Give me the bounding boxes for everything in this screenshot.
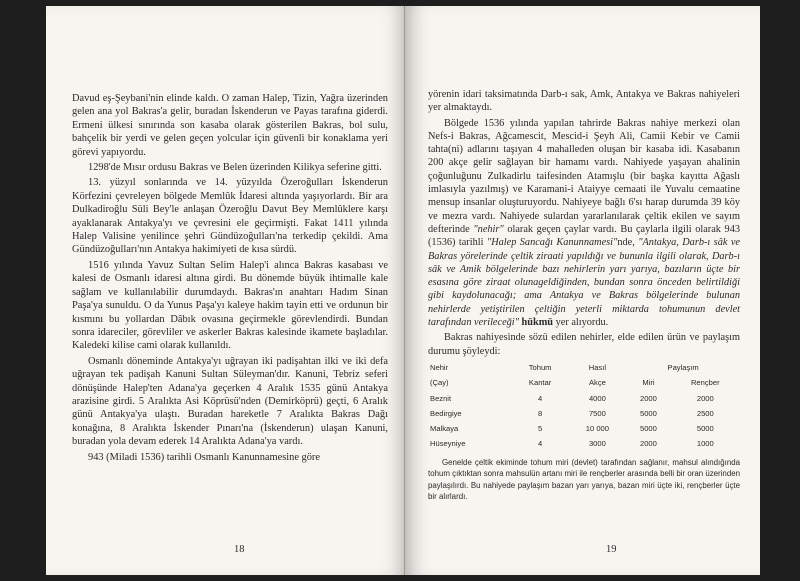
table-cell: 5000 (639, 423, 657, 433)
right-p2-mid2: nde, (617, 237, 639, 249)
right-p2-end: yer alıyordu. (553, 317, 609, 329)
right-page (406, 6, 760, 575)
table-subheader-kantar: Kantar (528, 377, 552, 387)
right-p2-quote-nehir: "nehir" (473, 223, 504, 235)
table-row (428, 406, 740, 421)
table-subheader-rencber: Rençber (690, 377, 720, 387)
table-cell: 5000 (696, 423, 714, 433)
left-paragraph-6: 943 (Miladi 1536) tarihli Osmanlı Kanunnamesine göre (88, 451, 321, 463)
right-p2-quote-kanunname: "Halep Sancağı Kanunnamesi" (486, 237, 618, 249)
table-row (428, 421, 740, 436)
right-p2-mid: olarak geçen çaylar vardı. Bu çaylarla ilgili olarak 943 (1536) tarihli (428, 223, 740, 249)
right-paragraph-1: yörenin idari taksimatında Darb-ı sak, Amk, Antakya ve Bakras nahiyeleri yer almaktaydı. (428, 89, 740, 114)
left-paragraph-2: 1298'de Mısır ordusu Bakras ve Belen üzerinden Kilikya seferine gitti. (88, 162, 382, 174)
right-paragraph-3: Bakras nahiyesinde sözü edilen nehirler, elde edilen ürün ve paylaşım durumu şöyleydi: (428, 332, 740, 357)
footnote-text: Genelde çeltik ekiminde tohum miri (devlet) tarafından sağlanır, mahsul alındığında tohum çıktıktan sonra mahsulün artanı miri ile rençberler arasında belli bir oran üzerinden paylaşılırdı. Bu nahiyede paylaşım bazan yarı yarıya, bazan miri üçte iki, rençberler üçte bir alırlardı. (428, 457, 740, 502)
table-cell: 3000 (588, 438, 606, 448)
table-cell: 4 (538, 438, 543, 448)
table-cell: 10 000 (585, 423, 610, 433)
left-paragraph-3: 13. yüzyıl sonlarında ve 14. yüzyılda Özeroğulları İskenderun Körfezini çevreleyen bölgede Memlûk İdaresi altında yaşıyorlardı. Bir ara Dulkadiroğlu Süli Bey'le anlaşan Özeroğlu Davut Bey Memlûklere karşı ayaklanarak Antakya'yı ve çevresini ele geçirmişti. Fakat 1411 yılında Halep Valisine yenilince şehri Gündüzoğulları'na terkedip çekildi. Ama Gündüzoğulları'nın Antakya hakimiyeti de kısa sürdü. (72, 177, 388, 256)
table-cell: 5 (538, 423, 543, 433)
table-cell: Malkaya (430, 423, 459, 433)
left-paragraph-1: Davud eş-Şeybani'nin elinde kaldı. O zaman Halep, Tizin, Yağra üzerinden gelen ana yol Bakras'a gelir, buradan İskenderun ve Payas tarafına giderdi. Ermeni ülkesi sınırında son kasaba olarak gösterilen Bakras, bol sulu, bahçelik bir yerdi ve gelen geçen yolcular için güvenli bir konaklama yeri görevi yapıyordu. (72, 93, 388, 158)
table-cell: Bedirgiye (430, 408, 462, 418)
table-subheader-akce: Akçe (588, 377, 606, 387)
left-paragraph-5: Osmanlı döneminde Antakya'yı uğrayan iki padişahtan ilki ve iki defa uğrayan tek padişah Kanuni Sultan Süleyman'dır. Kanuni, Tebriz seferi dönüşünde Halep'ten Adana'ya geçerken 4 Aralık 1535 günü Antakya arazisine girdi. 5 Aralıkta Asi Köprüsü'nden (Demirköprü) geçti, 6 Aralık günü Antakya'ya ulaştı. Buradan hareketle 7 Aralıkta Bakras Dağı konağına, 8 Aralıkta İskender Pınarı'na (İskenderun) ulaşan Kanuni, buradan yola devam ederek 14 Aralıkta Adana'ya vardı. (72, 355, 388, 448)
table-cell: Hüseyniye (430, 438, 466, 448)
table-header-tohum: Tohum (528, 363, 552, 373)
table-header-hasil: Hasıl (588, 363, 607, 373)
right-p2-text: Bölgede 1536 yılında yapılan tahrirde Bakras nahiye merkezi olan Nefs-i Bakras, Ağcamescit, Mescid-i Şeyh Ali, Camii Kebir ve Camii tahta(ni) adlarını taşıyan 4 mahalleden oluşan bir kasaba idi. Kasabanın 200 akçe gelir sağlayan bir hamamı vardı. Nahiyede yaşayan ahalinin çoğunluğunu Zulkadirlu taifesinden Atamışlu (bir başka kayıtta Ağaslı imlasıyla yazılmış) ve Karamani-i Ataiyye cemaati ile Yuvalu cemaatine mensup insanlar oluşturuyordu. Nahiyeye bağlı 6'sı harap durumda 39 köy ve mezra vardı. Nahiyede sulardan yararlanılarak çeltik ekilen ve sayım defterinde (428, 117, 740, 235)
page-number-left: 18 (234, 544, 245, 555)
table-cell: 2000 (696, 393, 714, 403)
right-p2-bold: hükmü (518, 317, 554, 329)
table-cell: 5000 (639, 408, 657, 418)
page-number-right: 19 (606, 544, 617, 555)
table-cell: 1000 (696, 438, 714, 448)
table-cell: 2000 (639, 393, 657, 403)
table-subheader-miri: Miri (642, 377, 655, 387)
table-row (428, 391, 740, 406)
left-page (46, 6, 406, 575)
table-subheader-cay: (Çay) (430, 377, 449, 387)
table-header-paylasim: Paylaşım (667, 363, 699, 373)
left-paragraph-4: 1516 yılında Yavuz Sultan Selim Halep'i alınca Bakras kasabası ve kalesi de Osmanlı idaresi altına girdi. Bu dönemde büyük ihtimalle kale sağlam ve kullanılabilir durumdaydı. Bakras'ın anahtarı Hadım Sinan Paşa'ya sunuldu. O da Yunus Paşa'yı kaleye hakim tayin etti ve ordunun bir kısmını bu yollardan Dâbık ovasına geçirmekle görevlendirdi. Bundan sonra idareciler, görevliler ve askerler Bakras kalesinde ikamete başladılar. Kaledeki kilise cami olarak kullanıldı. (72, 259, 388, 352)
table-cell: 4000 (588, 393, 606, 403)
table-header-row-1 (428, 362, 740, 377)
table-cell: 2000 (639, 438, 657, 448)
right-paragraph-2 (428, 117, 740, 330)
table-cell: Beznit (430, 393, 452, 403)
table-cell: 7500 (588, 408, 606, 418)
table-cell: 8 (538, 408, 543, 418)
table-header-nehir: Nehir (430, 363, 449, 373)
table-cell: 4 (538, 393, 543, 403)
right-p2-italic-quote: "Antakya, Darb-ı sâk ve Bakras yörelerinde çeltik ziraati yapıldığı ve bununla ilgili olarak, Darb-ı sâk ve Amik bölgelerinde bazı nehirlerin yarı yarıya, bazıların üçte bir esasına göre ziraat olunageldiğinden, bundan sonra önceden belirtildiği gibi kaydolunacağı; ama Antakya ve Bakras bölgelerinde bulunan nehirlerde yetiştirilen çeltiğin yeterli miktarda tohumunun devlet tarafından verileceği" (428, 237, 740, 329)
distribution-table (428, 362, 740, 451)
table-cell: 2500 (696, 408, 714, 418)
table-row (428, 436, 740, 451)
table-header-row-2 (428, 376, 740, 391)
